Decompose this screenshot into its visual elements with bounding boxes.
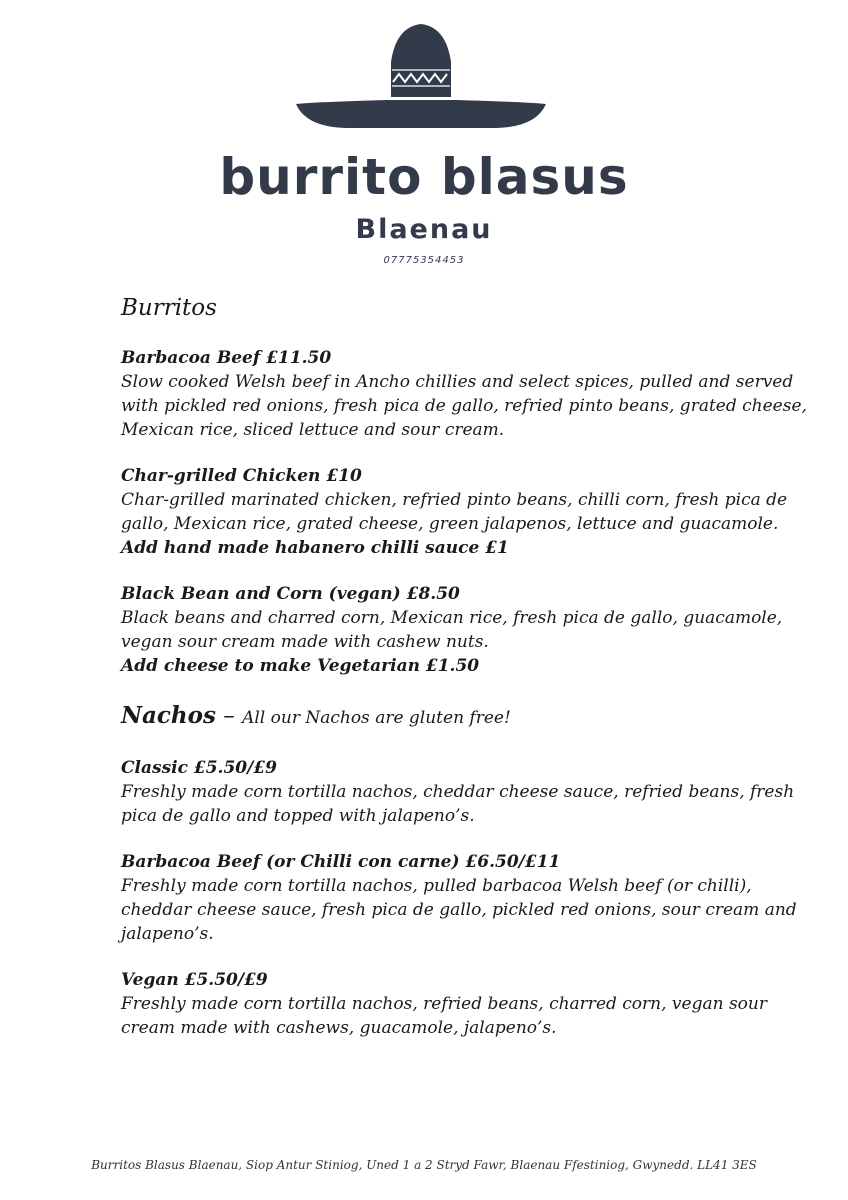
sombrero-icon <box>296 22 546 132</box>
phone-number: 07775354453 <box>383 255 465 266</box>
nachos-separator: – <box>215 703 243 729</box>
item-description: Freshly made corn tortilla nachos, refried beans, charred corn, vegan sour cream made with cashews, guacamole, jalapeno’s. <box>121 994 767 1038</box>
item-name: Char-grilled Chicken £10 <box>121 466 362 486</box>
menu-body <box>121 292 821 1062</box>
nachos-title <box>121 700 821 734</box>
item-description: Char-grilled marinated chicken, refried pinto beans, chilli corn, fresh pica de gallo, Mexican rice, grated cheese, green jalapenos, lettuce and guacamole. <box>121 490 788 534</box>
menu-item-barbacoa-beef-burrito <box>121 346 821 442</box>
item-name: Barbacoa Beef £11.50 <box>121 348 332 368</box>
nachos-heading: Nachos <box>121 702 216 729</box>
item-description: Freshly made corn tortilla nachos, pulled barbacoa Welsh beef (or chilli), cheddar cheese sauce, fresh pica de gallo, pickled red onions, sour cream and jalapeno’s. <box>121 876 797 944</box>
item-name: Black Bean and Corn (vegan) £8.50 <box>121 584 460 604</box>
item-name: Classic £5.50/£9 <box>121 758 277 778</box>
item-description: Slow cooked Welsh beef in Ancho chillies and select spices, pulled and served with pickled red onions, fresh pica de gallo, refried pinto beans, grated cheese, Mexican rice, sliced lettuce and sour cream. <box>121 372 807 440</box>
item-description: Freshly made corn tortilla nachos, cheddar cheese sauce, refried beans, fresh pica de gallo and topped with jalapeno’s. <box>121 782 795 826</box>
footer-address: Burritos Blasus Blaenau, Siop Antur Stiniog, Uned 1 a 2 Stryd Fawr, Blaenau Ffestiniog, Gwynedd. LL41 3ES <box>91 1158 757 1172</box>
item-extra: Add cheese to make Vegetarian £1.50 <box>121 656 480 676</box>
location-name: Blaenau <box>355 214 493 245</box>
brand-name: burrito blasus <box>219 148 629 206</box>
item-name: Vegan £5.50/£9 <box>121 970 268 990</box>
item-extra: Add hand made habanero chilli sauce £1 <box>121 538 509 558</box>
item-description: Black beans and charred corn, Mexican rice, fresh pica de gallo, guacamole, vegan sour cream made with cashew nuts. <box>121 608 783 652</box>
item-name: Barbacoa Beef (or Chilli con carne) £6.50/£11 <box>121 852 561 872</box>
menu-item-vegan-nachos <box>121 968 821 1040</box>
menu-item-black-bean-burrito <box>121 582 821 678</box>
nachos-note: All our Nachos are gluten free! <box>242 708 511 728</box>
menu-header <box>0 0 848 280</box>
menu-item-classic-nachos <box>121 756 821 828</box>
burritos-title: Burritos <box>121 295 217 321</box>
menu-item-barbacoa-nachos <box>121 850 821 946</box>
menu-item-chicken-burrito <box>121 464 821 560</box>
